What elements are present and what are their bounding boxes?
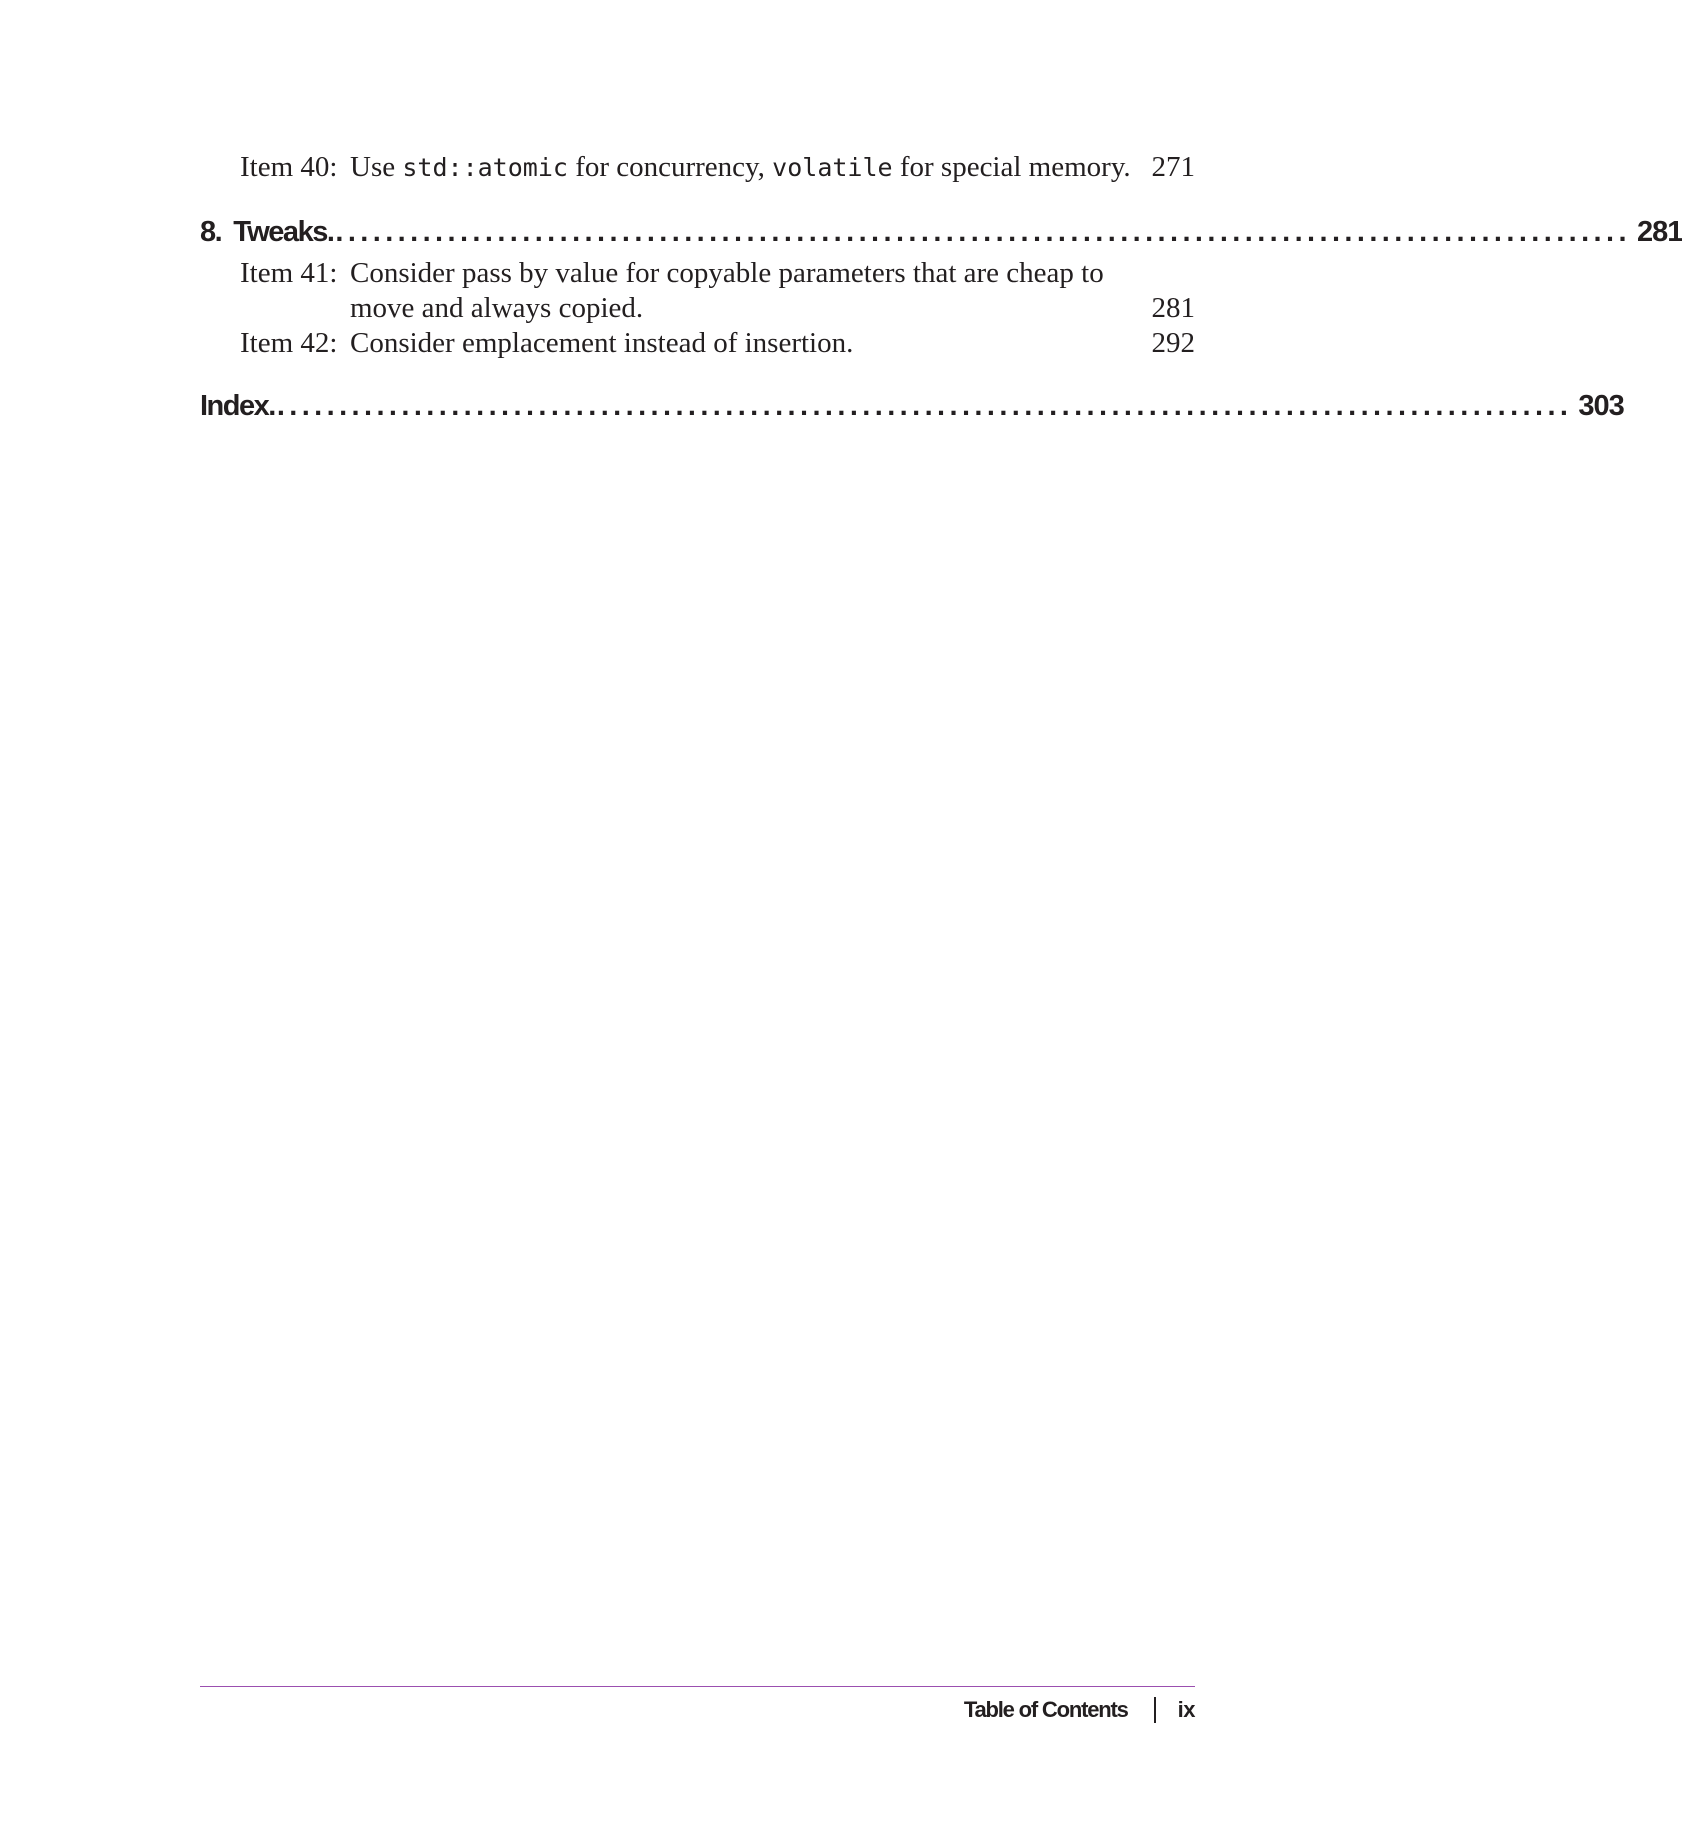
item-page-number: 271: [1151, 151, 1195, 183]
index-title: Index.: [200, 390, 275, 422]
dot-leader: ........................................................................................................: [335, 216, 1631, 248]
item-page-number: 281: [1151, 292, 1195, 324]
dot-leader: ........................................................................................................: [276, 390, 1573, 422]
footer-rule: [200, 1686, 1195, 1687]
footer-page-number: ix: [1177, 1697, 1195, 1722]
item-title-line-1: Consider pass by value for copyable parameters that are cheap to: [350, 257, 1104, 289]
toc-chapter-8[interactable]: [200, 216, 1682, 256]
title-text: for concurrency,: [567, 151, 773, 183]
chapter-page-number: 281: [1636, 216, 1682, 248]
code-std-atomic: std::atomic: [402, 153, 568, 182]
item-label: Item 40:: [240, 151, 338, 183]
item-label: Item 41:: [240, 257, 338, 289]
title-text: Use: [350, 151, 403, 183]
footer-separator: [1154, 1697, 1156, 1723]
code-volatile: volatile: [772, 153, 893, 182]
toc-index[interactable]: [200, 390, 1624, 430]
title-text: for special memory.: [892, 151, 1131, 183]
index-page-number: 303: [1578, 390, 1624, 422]
item-title-line-2: move and always copied.: [350, 292, 644, 324]
footer-section-title: Table of Contents: [963, 1697, 1128, 1722]
chapter-number: 8.: [200, 216, 222, 248]
chapter-title: Tweaks.: [233, 216, 334, 248]
page-footer: [964, 1697, 1195, 1723]
item-label: Item 42:: [240, 327, 338, 359]
item-title: Consider emplacement instead of insertion.: [350, 327, 854, 359]
item-title: [350, 150, 1130, 185]
toc-entry-item-41[interactable]: [240, 256, 1195, 328]
toc-entry-item-42[interactable]: [240, 326, 1195, 362]
item-page-number: 292: [1151, 327, 1195, 359]
toc-entry-item-40[interactable]: [240, 150, 1195, 186]
